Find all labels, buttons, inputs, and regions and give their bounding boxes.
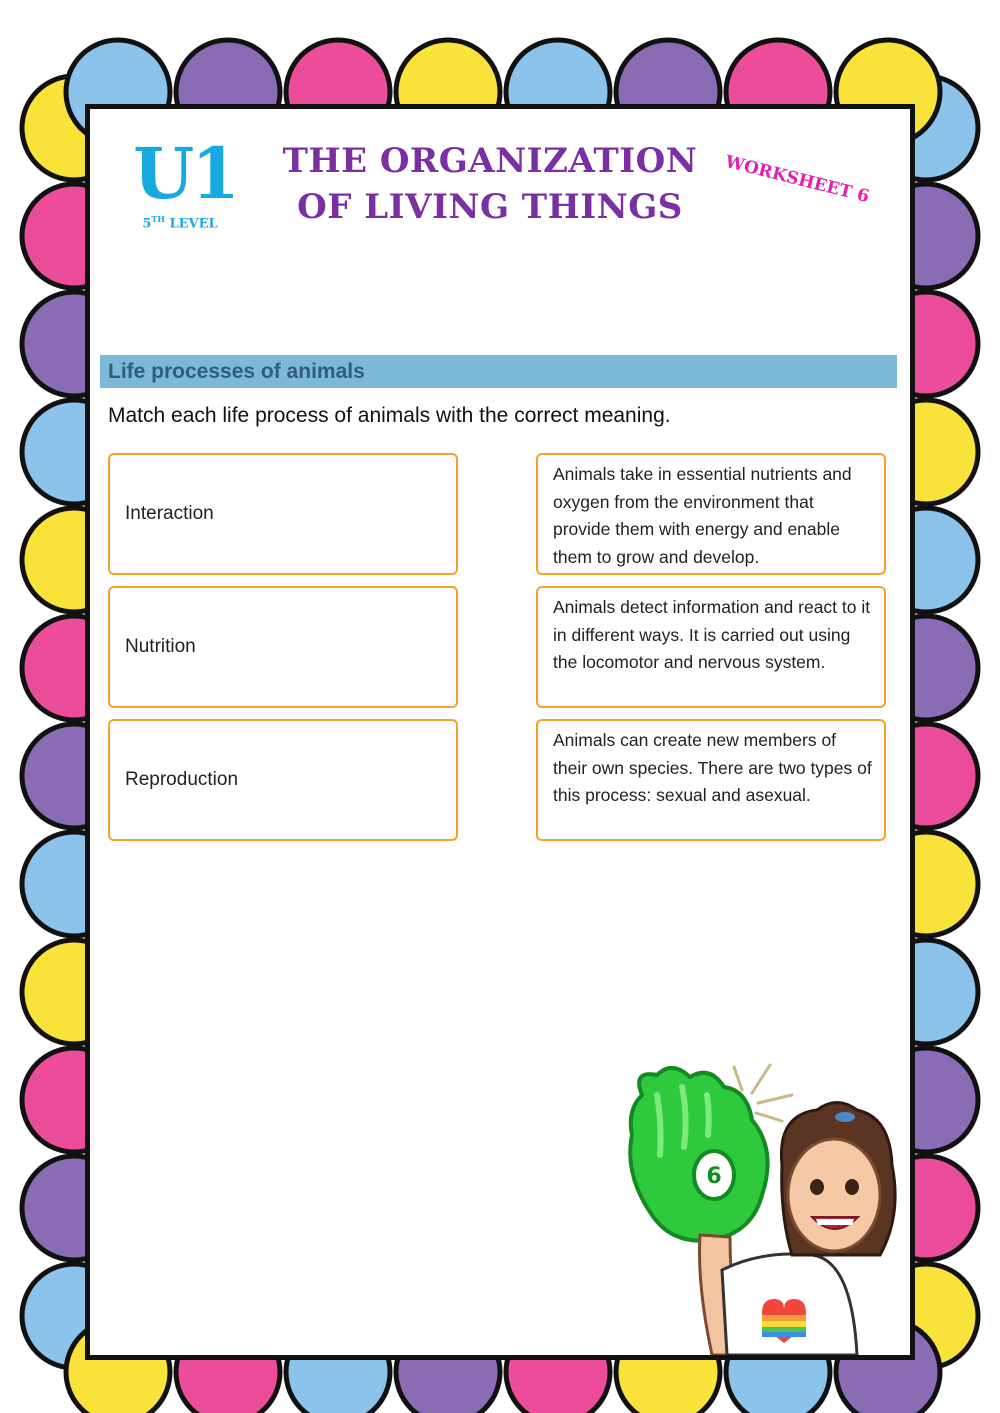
foam-finger-icon xyxy=(630,1068,767,1241)
level-text: LEVEL xyxy=(169,216,218,232)
definition-card-2[interactable]: Animals detect information and react to it in different ways. It is carried out using the locomotor and nervous system. xyxy=(536,586,886,708)
term-card-interaction[interactable]: Interaction xyxy=(108,453,458,575)
page-title xyxy=(265,138,715,230)
definition-card-3[interactable]: Animals can create new members of their own species. There are two types of this process: sexual and asexual. xyxy=(536,719,886,841)
instructions: Match each life process of animals with the correct meaning. xyxy=(108,404,671,427)
glove-number: 6 xyxy=(706,1164,722,1189)
teacher-avatar xyxy=(612,1055,912,1355)
level-label xyxy=(120,214,240,231)
title-line-1: THE ORGANIZATION xyxy=(282,141,698,181)
avatar-face xyxy=(788,1139,880,1251)
level-suffix: TH xyxy=(151,214,165,224)
term-card-nutrition[interactable]: Nutrition xyxy=(108,586,458,708)
definition-card-1[interactable]: Animals take in essential nutrients and oxygen from the environment that provide them with energy and enable them to grow and develop. xyxy=(536,453,886,575)
unit-badge: U1 xyxy=(133,132,237,215)
title-line-2: OF LIVING THINGS xyxy=(297,187,683,227)
worksheet-tag: WORKSHEET 6 xyxy=(723,152,872,208)
section-header: Life processes of animals xyxy=(100,355,897,388)
term-card-reproduction[interactable]: Reproduction xyxy=(108,719,458,841)
level-number: 5 xyxy=(142,216,152,232)
